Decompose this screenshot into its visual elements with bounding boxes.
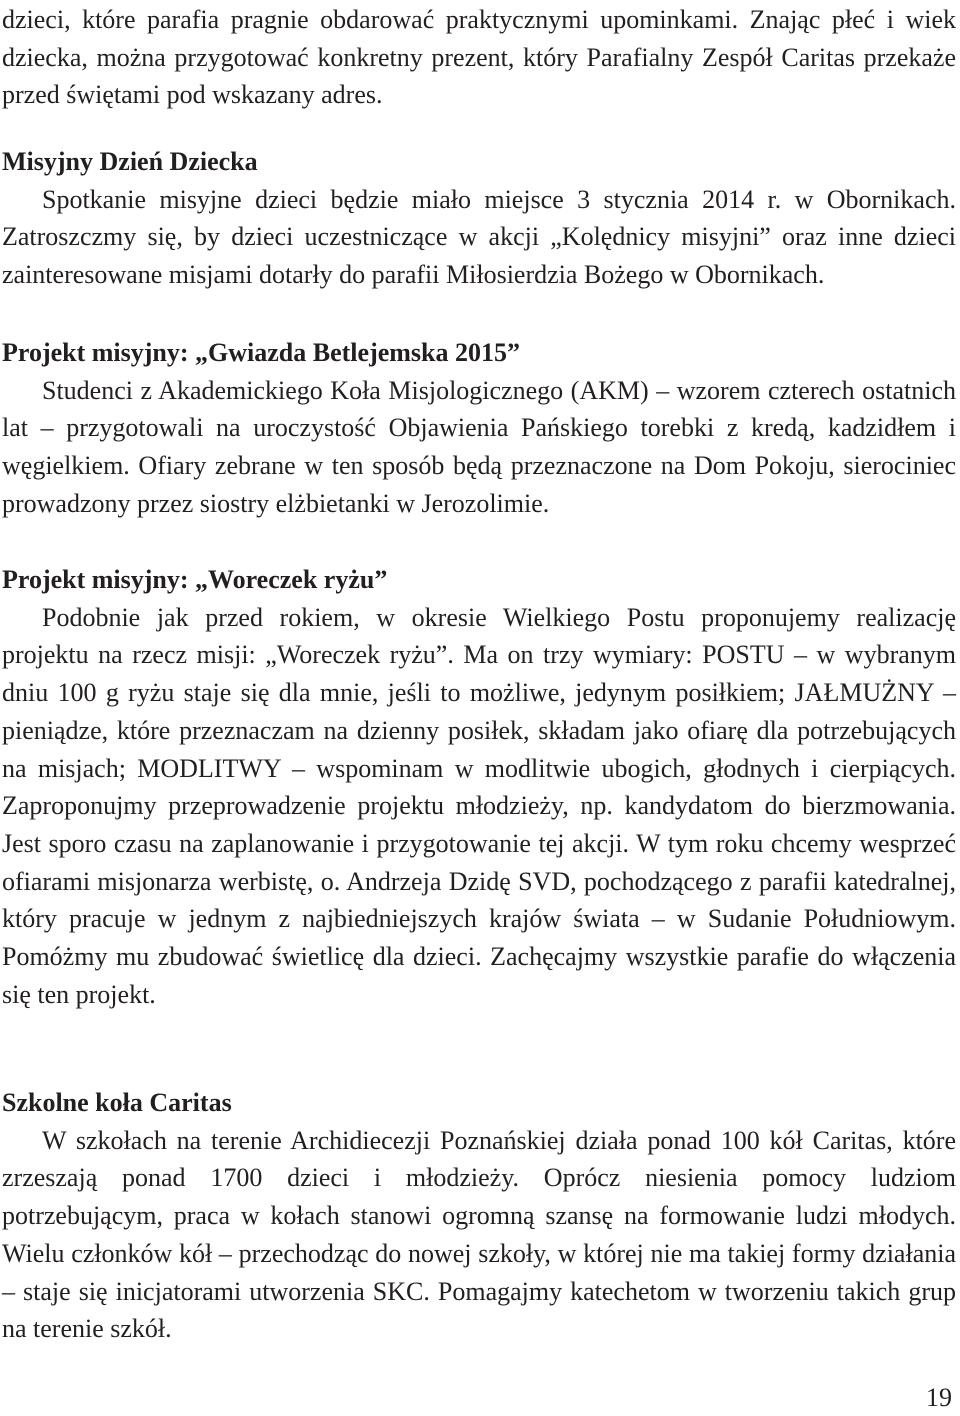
section-paragraph: W szkołach na terenie Archidiecezji Poznańskiej działa ponad 100 kół Caritas, które zrzeszają ponad 1700 dzieci i młodzieży. Oprócz niesienia pomocy ludziom potrzebującym, praca w kołach stanowi ogromną szansę na formowanie ludzi młodych. Wielu członków kół – przechodząc do nowej szkoły, w której nie ma takiej formy działania – staje się inicjatorami utworzenia SKC. Pomagajmy katechetom w tworzeniu takich grup na terenie szkół.: [2, 1125, 956, 1344]
section-paragraph: Studenci z Akademickiego Koła Misjologicznego (AKM) – wzorem czterech ostatnich lat – przygotowali na uroczystość Objawienia Pańskiego torebki z kredą, kadzidłem i węgielkiem. Ofiary zebrane w ten sposób będą przeznaczone na Dom Pokoju, sierociniec prowadzony przez siostry elżbietanki w Jerozolimie.: [2, 375, 956, 518]
section-heading: Szkolne koła Caritas: [2, 1088, 232, 1117]
section-gwiazda-betlejemska: [2, 334, 956, 523]
page-number: 19: [926, 1383, 952, 1412]
section-heading: Projekt misyjny: „Gwiazda Betlejemska 2015”: [2, 338, 521, 367]
intro-block: [2, 1, 956, 114]
section-paragraph: Podobnie jak przed rokiem, w okresie Wielkiego Postu proponujemy realizację projektu na rzecz misji: „Woreczek ryżu”. Ma on trzy wymiary: POSTU – w wybranym dniu 100 g ryżu staje się dla mnie, jeśli to możliwe, jedynym posiłkiem; JAŁMUŻNY – pieniądze, które przeznaczam na dzienny posiłek, składam jako ofiarę dla potrzebujących na misjach; MODLITWY – wspominam w modlitwie ubogich, głodnych i cierpiących. Zaproponujmy przeprowadzenie projektu młodzieży, np. kandydatom do bierzmowania. Jest sporo czasu na zaplanowanie i przygotowanie tej akcji. W tym roku chcemy wesprzeć ofiarami misjonarza werbistę, o. Andrzeja Dzidę SVD, pochodzącego z parafii katedralnej, który pracuje w jednym z najbiedniejszych krajów świata – w Sudanie Południowym. Pomóżmy mu zbudować świetlicę dla dzieci. Zachęcajmy wszystkie parafie do włączenia się ten projekt.: [2, 602, 956, 1009]
section-szkolne-kola-caritas: [2, 1084, 956, 1348]
section-heading: Misyjny Dzień Dziecka: [2, 147, 258, 176]
intro-paragraph: dzieci, które parafia pragnie obdarować praktycznymi upominkami. Znając płeć i wiek dziecka, można przygotować konkretny prezent, który Parafialny Zespół Caritas przekaże przed świętami pod wskazany adres.: [2, 5, 956, 110]
section-heading: Projekt misyjny: „Woreczek ryżu”: [2, 565, 388, 594]
section-misyjny-dzien-dziecka: [2, 143, 956, 294]
section-paragraph: Spotkanie misyjne dzieci będzie miało miejsce 3 stycznia 2014 r. w Obornikach. Zatroszczmy się, by dzieci uczestniczące w akcji „Kolędnicy misyjni” oraz inne dzieci zainteresowane misjami dotarły do parafii Miłosierdzia Bożego w Obornikach.: [2, 184, 956, 290]
section-woreczek-ryzu: [2, 561, 956, 1013]
